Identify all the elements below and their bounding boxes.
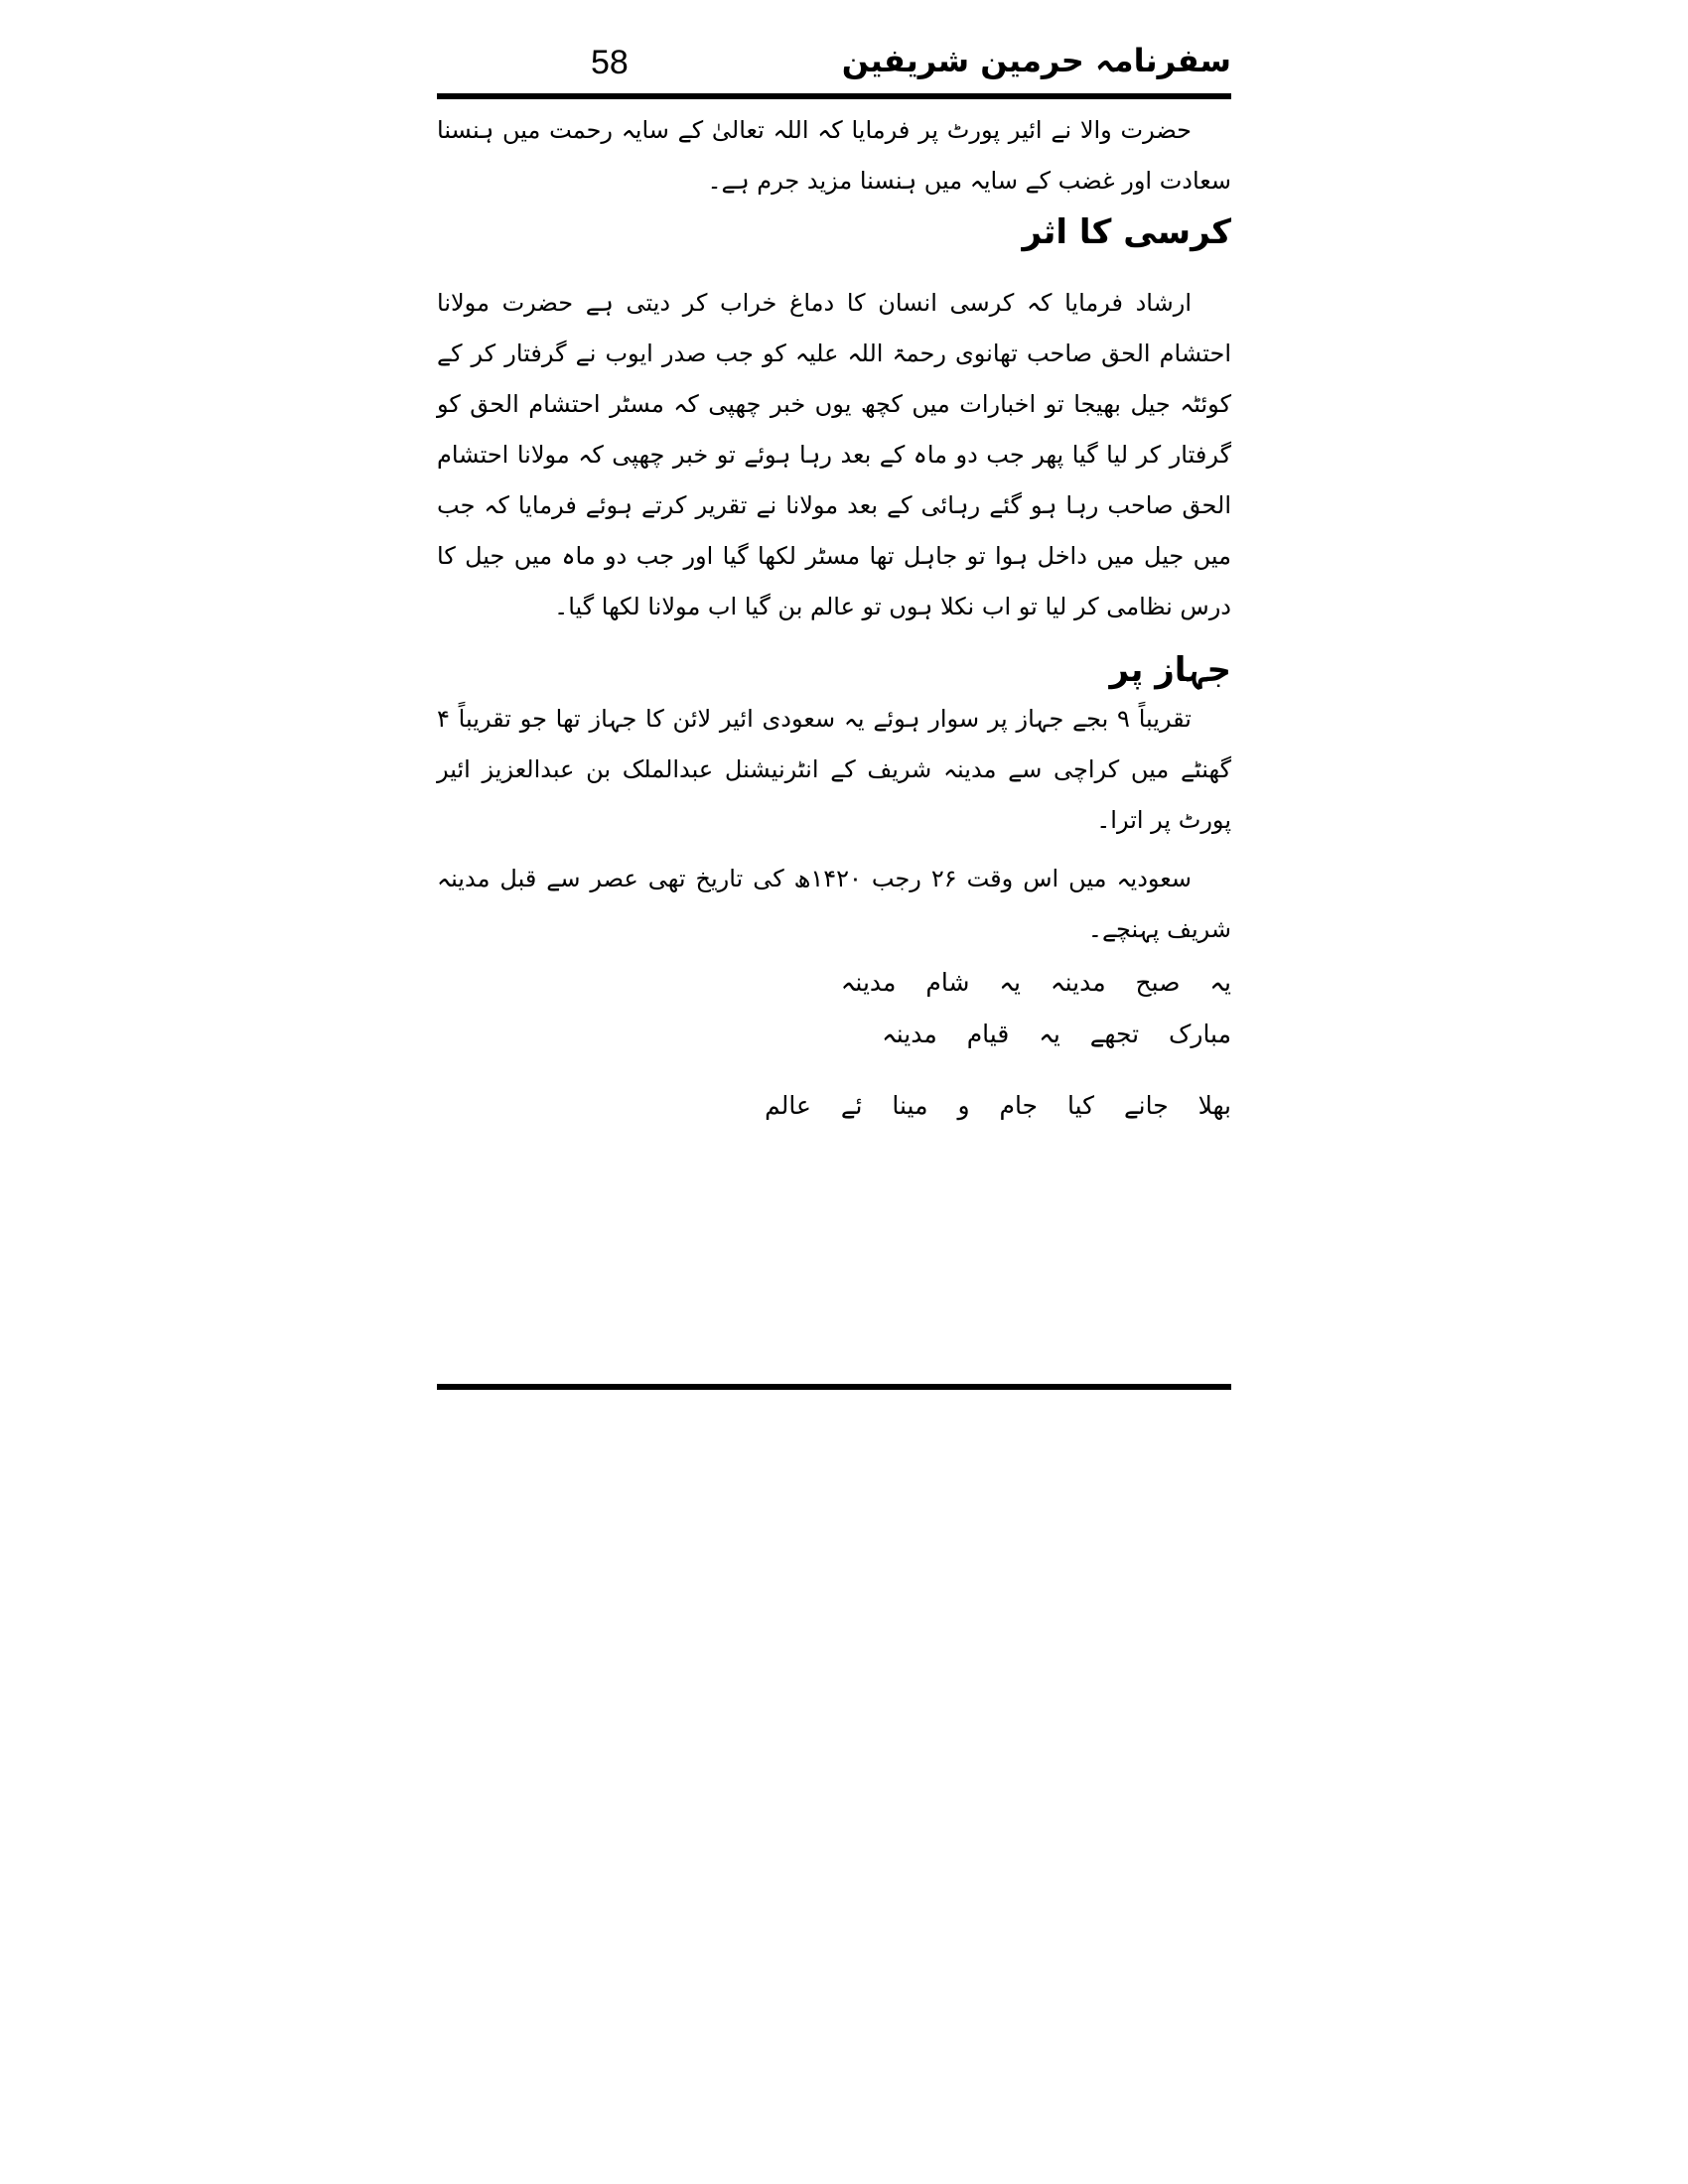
page-body: [437, 105, 1231, 1132]
heading-kursi-ka-asar: کرسی کا اثر: [1022, 212, 1231, 252]
verse-block: [437, 957, 1231, 1132]
page-header: [437, 40, 1231, 95]
paragraph-jahaz: تقریباً ۹ بجے جہاز پر سوار ہوئے یہ سعودی ائیر لائن کا جہاز تھا جو تقریباً ۴ گھنٹے میں کراچی سے مدینہ شریف کے انٹرنیشنل عبدالملک بن عبدالعزیز ائیر پورٹ پر اترا۔: [437, 705, 1231, 834]
verse-line-3: بھلا جانے کیا جام و مینا ئے عالم: [765, 1091, 1231, 1120]
paragraph-kursi: ارشاد فرمایا کہ کرسی انسان کا دماغ خراب کر دیتی ہے حضرت مولانا احتشام الحق صاحب تھانوی رحمۃ اللہ علیہ کو جب صدر ایوب نے گرفتار کر کے کوئٹہ جیل بھیجا تو اخبارات میں کچھ یوں خبر چھپی کہ مسٹر احتشام الحق کو گرفتار کر لیا گیا پھر جب دو ماہ کے بعد رہا ہوئے تو خبر چھپی کہ مولانا احتشام الحق صاحب رہا ہو گئے رہائی کے بعد مولانا نے تقریر کرتے ہوئے فرمایا کہ جب میں جیل میں داخل ہوا تو جاہل تھا مسٹر لکھا گیا اور جب دو ماہ میں جیل کا درس نظامی کر لیا تو اب نکلا ہوں تو عالم بن گیا اب مولانا لکھا گیا۔: [437, 289, 1231, 620]
verse-line-1: یہ صبح مدینہ یہ شام مدینہ: [840, 968, 1231, 997]
page-number: 58: [591, 44, 629, 81]
header-rule: [437, 93, 1231, 99]
intro-paragraph: حضرت والا نے ائیر پورٹ پر فرمایا کہ اللہ تعالیٰ کے سایہ رحمت میں ہنسنا سعادت اور غضب کے سایہ میں ہنسنا مزید جرم ہے۔: [437, 116, 1231, 195]
verse-line-2: مبارک تجھے یہ قیام مدینہ: [882, 1020, 1231, 1048]
paragraph-saudia: سعودیہ میں اس وقت ۲۶ رجب ۱۴۲۰ھ کی تاریخ تھی عصر سے قبل مدینہ شریف پہنچے۔: [437, 865, 1231, 943]
book-title: سفرنامہ حرمین شریفین: [841, 42, 1231, 79]
heading-jahaz-par: جہاز پر: [1109, 650, 1231, 690]
page-column: [437, 40, 1231, 1410]
footer-rule: [437, 1384, 1231, 1390]
